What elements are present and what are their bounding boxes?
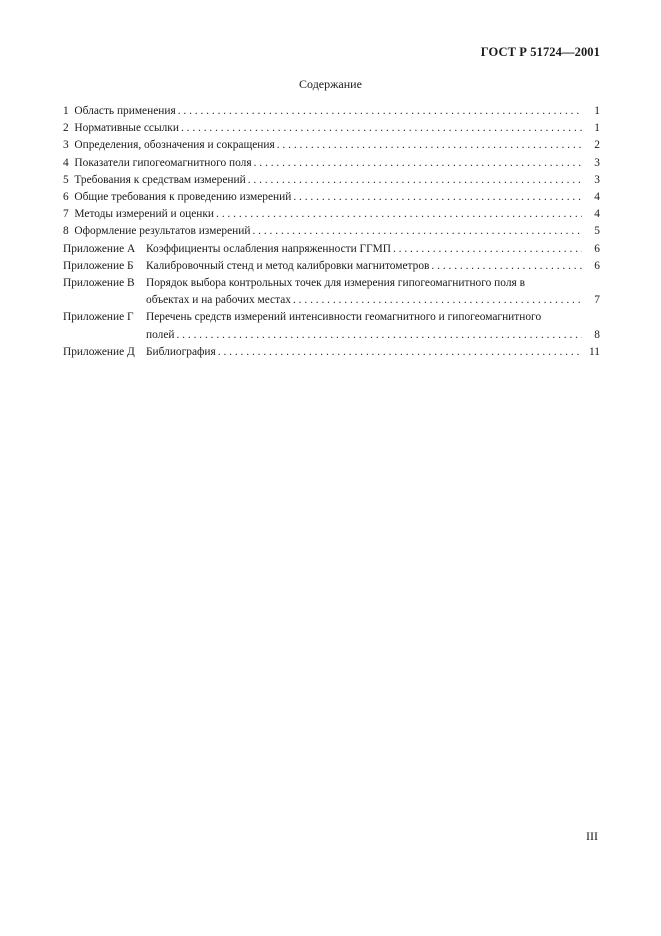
toc-appendix-label: Приложение А — [63, 242, 136, 255]
toc-entry-appendix[interactable] — [63, 258, 600, 275]
toc-entry[interactable] — [63, 223, 600, 240]
toc-leader-dots — [393, 241, 582, 258]
toc-appendix-label: Приложение Д — [63, 345, 135, 358]
toc-entry-title: Определения, обозначения и сокращения — [74, 139, 275, 152]
toc-leader-dots — [252, 223, 582, 240]
toc-entry-page: 6 — [594, 259, 600, 272]
toc-entry-number: 5 — [63, 173, 69, 186]
toc-entry-title: Методы измерений и оценки — [74, 208, 215, 221]
toc-entry-appendix[interactable] — [63, 275, 600, 309]
toc-entry-title: Калибровочный стенд и метод калибровки магнитометров — [146, 259, 430, 272]
page-number: III — [586, 829, 598, 843]
toc-leader-dots — [176, 327, 582, 344]
table-of-contents — [63, 103, 600, 361]
toc-entry-number: 7 — [63, 208, 69, 221]
toc-entry-title: Область применения — [74, 105, 176, 117]
toc-entry-number: 1 — [63, 105, 69, 117]
toc-entry-appendix[interactable] — [63, 309, 600, 343]
toc-leader-dots — [277, 137, 582, 154]
toc-entry-title-line1: Перечень средств измерений интенсивности геомагнитного и гипогеомагнитного — [146, 311, 542, 324]
toc-entry-title-line2: полей — [146, 328, 175, 341]
toc-entry-page: 7 — [594, 294, 600, 307]
toc-entry-page: 5 — [594, 225, 600, 238]
toc-entry-title: Показатели гипогеомагнитного поля — [74, 156, 252, 169]
toc-entry-page: 3 — [594, 173, 600, 186]
document-code: ГОСТ Р 51724—2001 — [480, 45, 600, 59]
toc-leader-dots — [178, 103, 582, 120]
toc-entry-number: 6 — [63, 191, 69, 204]
toc-entry[interactable] — [63, 172, 600, 189]
toc-entry-appendix[interactable] — [63, 241, 600, 258]
toc-entry-title: Требования к средствам измерений — [74, 173, 246, 186]
toc-leader-dots — [248, 172, 582, 189]
toc-entry-title-line2: объектах и на рабочих местах — [146, 294, 291, 307]
toc-entry-page: 2 — [594, 139, 600, 152]
toc-entry-number: 2 — [63, 122, 69, 135]
toc-title: Содержание — [299, 77, 362, 91]
toc-entry[interactable] — [63, 206, 600, 223]
toc-entry-page: 8 — [594, 328, 600, 341]
toc-entry-number: 4 — [63, 156, 69, 169]
toc-entry-title: Оформление результатов измерений — [74, 225, 251, 238]
toc-entry[interactable] — [63, 120, 600, 137]
toc-entry-page: 4 — [594, 191, 600, 204]
toc-entry-number: 3 — [63, 139, 69, 152]
toc-entry-page: 3 — [594, 156, 600, 169]
toc-leader-dots — [431, 258, 582, 275]
toc-entry-page: 1 — [594, 105, 600, 117]
toc-entry-title: Нормативные ссылки — [74, 122, 179, 135]
toc-entry[interactable] — [63, 137, 600, 154]
toc-leader-dots — [216, 206, 582, 223]
toc-entry-number: 8 — [63, 225, 69, 238]
toc-entry[interactable] — [63, 155, 600, 172]
toc-leader-dots — [218, 344, 582, 361]
toc-leader-dots — [254, 155, 582, 172]
toc-entry-page: 1 — [594, 122, 600, 135]
toc-leader-dots — [181, 120, 582, 137]
toc-entry-page: 6 — [594, 242, 600, 255]
toc-entry[interactable] — [63, 189, 600, 206]
toc-entry-title: Коэффициенты ослабления напряженности ГГМП — [146, 242, 391, 255]
toc-appendix-label: Приложение Б — [63, 259, 134, 272]
toc-entry-appendix[interactable] — [63, 344, 600, 361]
toc-entry-page: 11 — [589, 345, 600, 358]
toc-appendix-label: Приложение В — [63, 277, 135, 290]
toc-entry[interactable] — [63, 103, 600, 120]
toc-entry-title: Библиография — [146, 345, 216, 358]
toc-entry-title: Общие требования к проведению измерений — [74, 191, 292, 204]
toc-entry-page: 4 — [594, 208, 600, 221]
toc-appendix-label: Приложение Г — [63, 311, 134, 324]
toc-entry-title-line1: Порядок выбора контрольных точек для измерения гипогеомагнитного поля в — [146, 277, 525, 290]
toc-leader-dots — [293, 189, 582, 206]
toc-leader-dots — [293, 292, 582, 309]
